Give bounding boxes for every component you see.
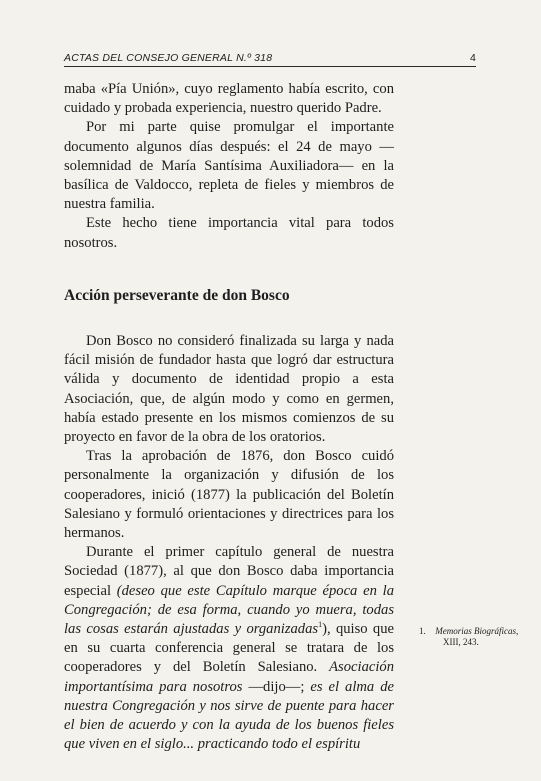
paragraph: Este hecho tiene importancia vital para todos nosotros. xyxy=(64,215,394,251)
page-number: 4 xyxy=(469,52,476,64)
footnote xyxy=(419,626,519,648)
quote-span: es el alma de nuestra Congregación y nos sirve de puente para hacer el bien de acuerdo y con la ayuda de los buenos fieles que viven en el siglo... practicando todo el espíritu xyxy=(64,678,394,753)
quote-span: Asociación importantísima para nosotros xyxy=(64,659,394,695)
running-header xyxy=(64,52,476,67)
paragraph: maba «Pía Unión», cuyo reglamento había escrito, con cuidado y probada experiencia, nuestro querido Padre. xyxy=(64,81,394,117)
intro-text xyxy=(64,80,394,253)
text-span: Durante el primer capítulo general de nuestra Sociedad (1877), al que don Bosco daba importancia especial xyxy=(64,544,394,599)
paragraph xyxy=(64,543,394,754)
footnote-source: Memorias Biográficas, xyxy=(435,626,519,636)
footnote-number: 1. xyxy=(419,626,426,636)
footnote-ref: 1 xyxy=(318,620,323,630)
paragraph: Tras la aprobación de 1876, don Bosco cuidó personalmente la organización y difusión de los cooperadores, inició (1877) la publicación del Boletín Salesiano y formuló orientaciones y directrices para los hermanos. xyxy=(64,448,394,542)
text-span: —dijo—; xyxy=(248,678,305,695)
quote-span: (deseo que este Capítulo marque época en la Congregación; de esa forma, cuando yo muera, todas las cosas estarán ajustadas y organizadas xyxy=(64,582,394,638)
journal-title: ACTAS DEL CONSEJO GENERAL N.º 318 xyxy=(64,52,273,64)
section-text xyxy=(64,332,394,754)
text-span: ), quiso que en su cuarta conferencia general se tratara de los cooperadores y del Boletín Salesiano. xyxy=(64,621,394,676)
section-heading: Acción perseverante de don Bosco xyxy=(64,287,290,304)
paragraph: Por mi parte quise promulgar el importante documento algunos días después: el 24 de mayo —solemnidad de María Santísima Auxiliadora— en la basílica de Valdocco, repleta de fieles y miembros de nuestra familia. xyxy=(64,119,394,213)
paragraph: Don Bosco no consideró finalizada su larga y nada fácil misión de fundador hasta que logró dar estructura válida y documento de identidad propio a esta Asociación, que, de algún modo y como en germen, había estado presente en los mismos comienzos de su proyecto en favor de la obra de los oratorios. xyxy=(64,333,394,446)
footnote-ref-text: XIII, 243. xyxy=(443,637,479,647)
